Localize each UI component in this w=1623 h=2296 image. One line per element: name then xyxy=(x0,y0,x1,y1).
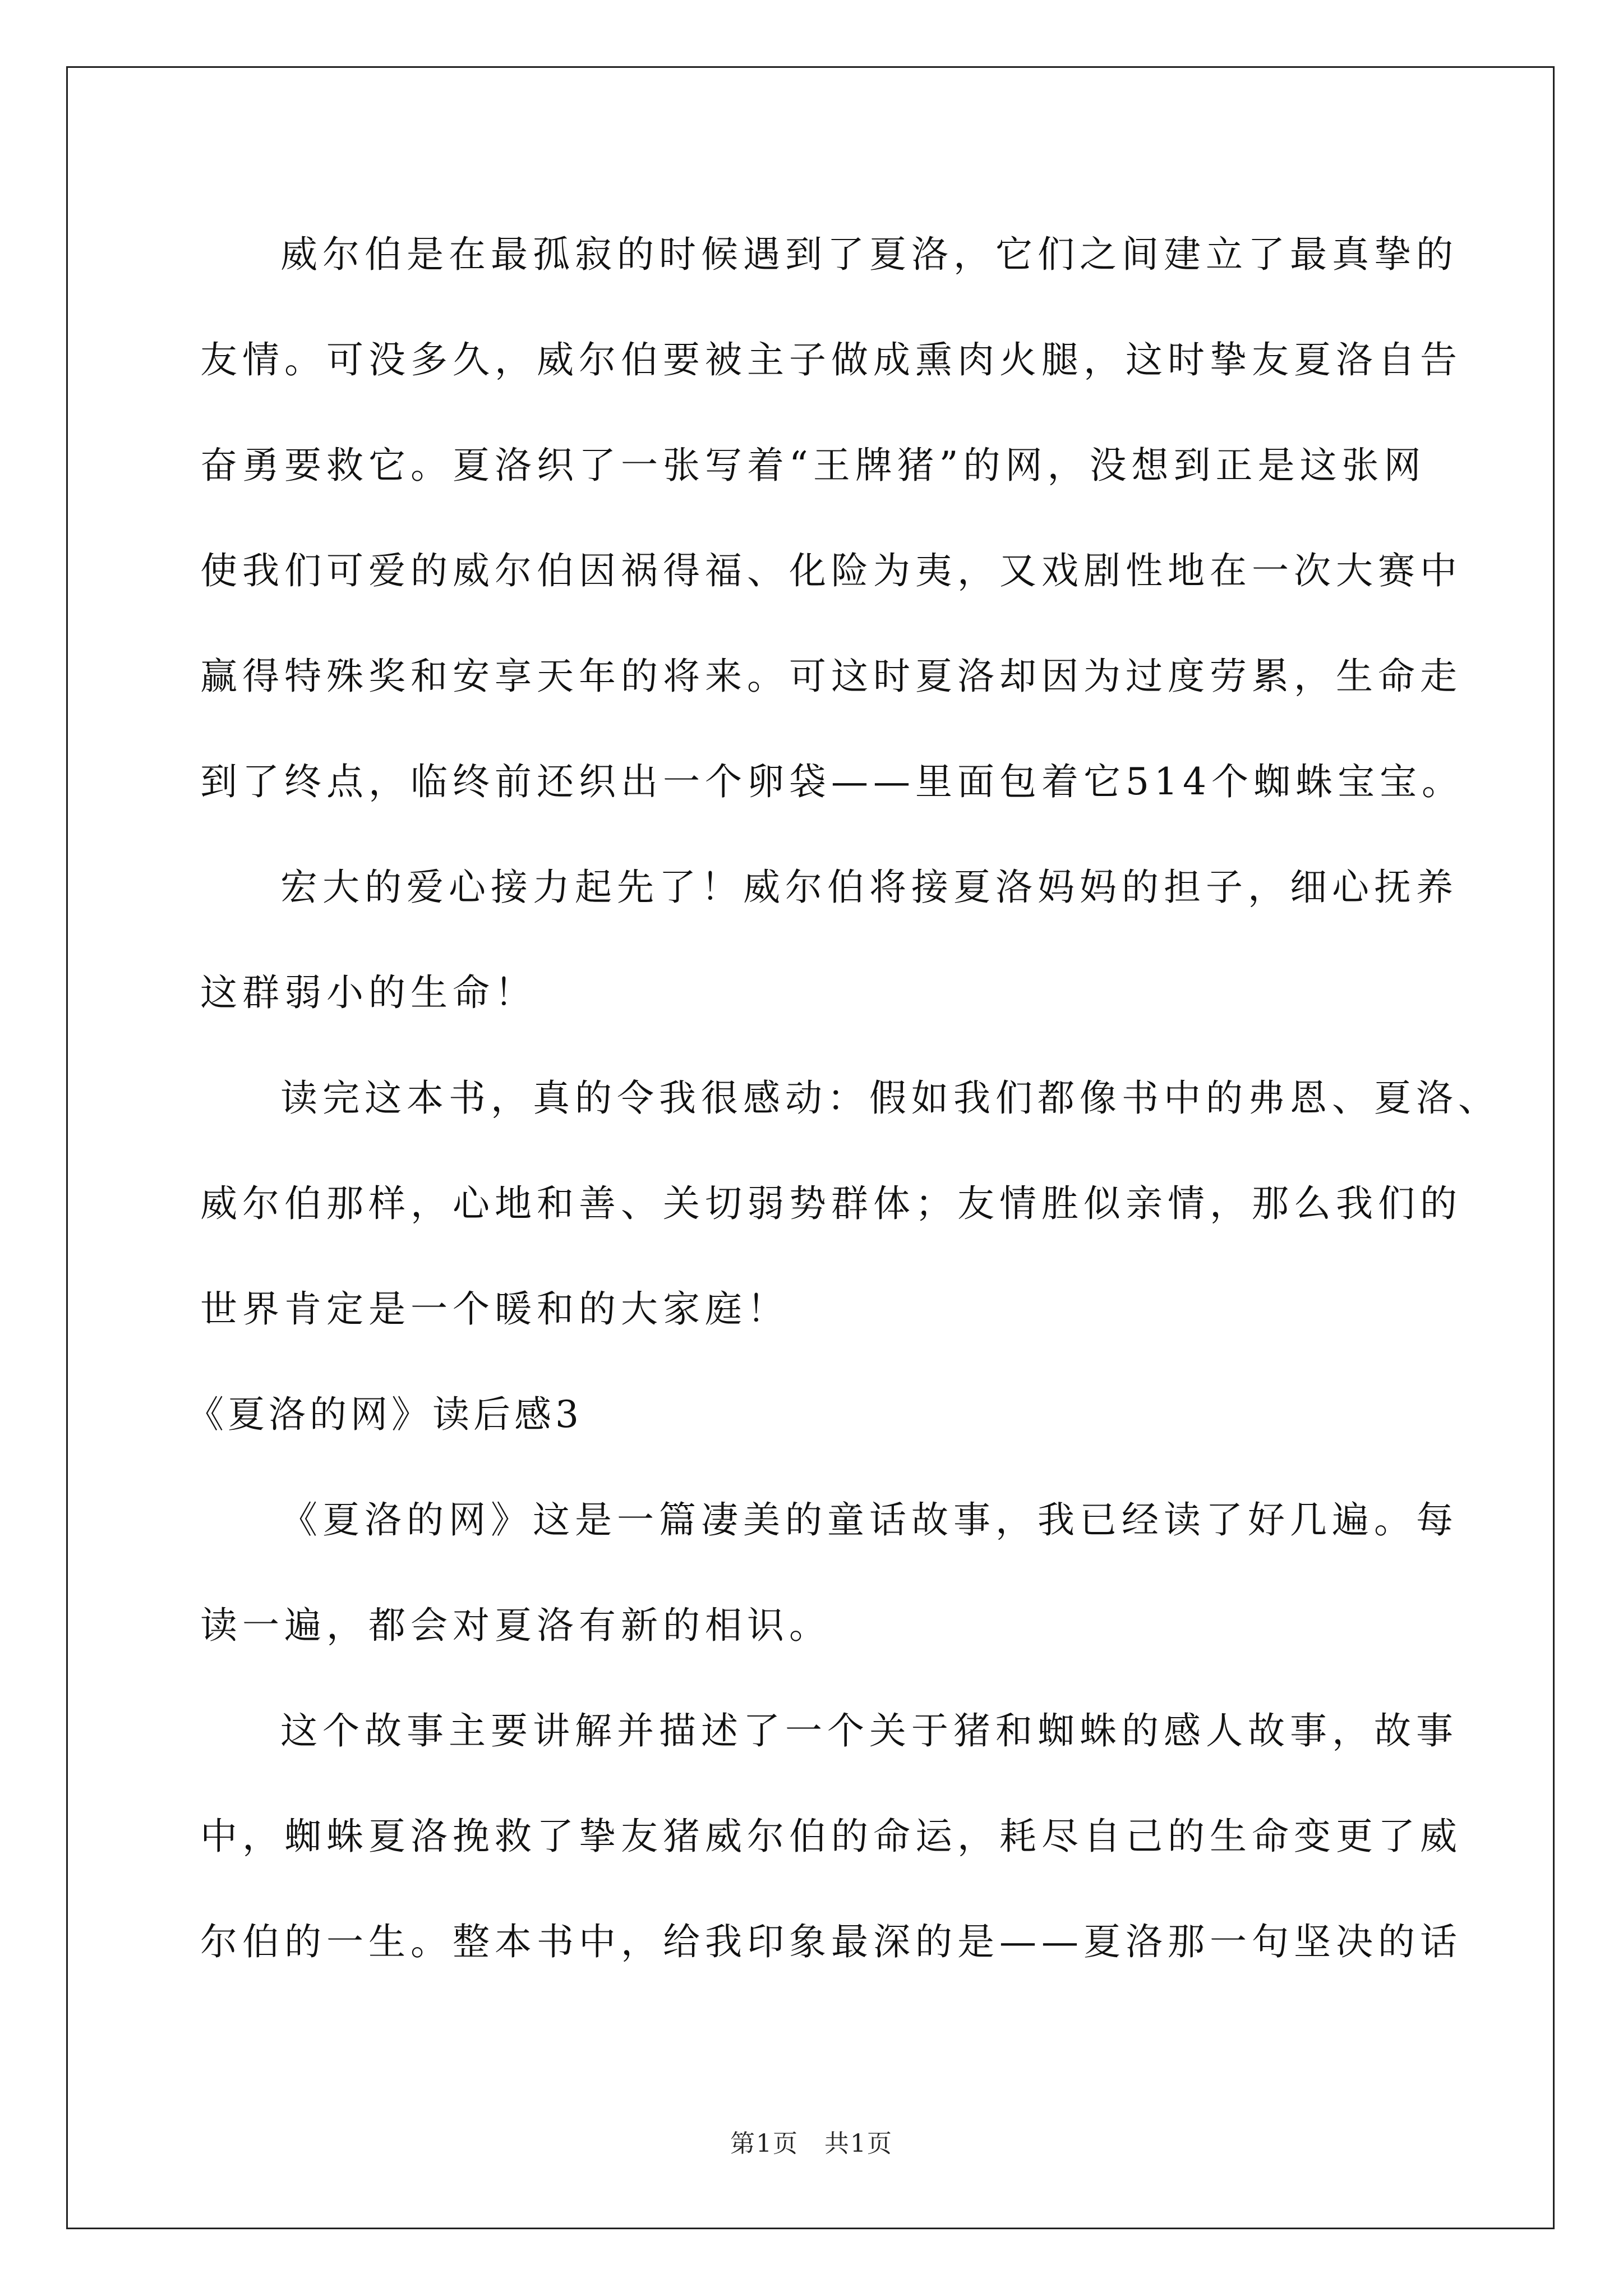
document-body xyxy=(187,202,1500,1995)
section-title: 《夏洛的网》读后感3 xyxy=(187,1393,583,1436)
paragraph xyxy=(200,1046,1500,1362)
text-line: 友情。可没多久，威尔伯要被主子做成熏肉火腿，这时挚友夏洛自告 xyxy=(200,338,1462,381)
text-line: 《夏洛的网》这是一篇凄美的童话故事，我已经读了好几遍。每 xyxy=(280,1498,1458,1542)
text-line: 这个故事主要讲解并描述了一个关于猪和蜘蛛的感人故事，故事 xyxy=(280,1709,1458,1752)
text-line: 这群弱小的生命！ xyxy=(200,971,537,1014)
text-line: 宏大的爱心接力起先了！威尔伯将接夏洛妈妈的担子，细心抚养 xyxy=(280,866,1458,909)
text-line: 世界肯定是一个暖和的大家庭！ xyxy=(200,1287,789,1331)
text-line: 威尔伯是在最孤寂的时候遇到了夏洛，它们之间建立了最真挚的 xyxy=(280,233,1458,276)
text-line: 奋勇要救它。夏洛织了一张写着“王牌猪”的网，没想到正是这张网 xyxy=(200,444,1426,487)
paragraph xyxy=(200,1467,1458,1678)
text-line: 尔伯的一生。整本书中，给我印象最深的是——夏洛那一句坚决的话 xyxy=(200,1920,1462,1963)
paragraph xyxy=(200,1678,1462,1995)
text-line: 威尔伯那样，心地和善、关切弱势群体；友情胜似亲情，那么我们的 xyxy=(200,1182,1462,1225)
page-footer: 第1页 共1页 xyxy=(730,2129,893,2158)
text-line: 读一遍，都会对夏洛有新的相识。 xyxy=(200,1604,831,1647)
paragraph xyxy=(200,202,1464,835)
text-line: 读完这本书，真的令我很感动：假如我们都像书中的弗恩、夏洛、 xyxy=(280,1076,1500,1120)
text-line: 赢得特殊奖和安享天年的将来。可这时夏洛却因为过度劳累，生命走 xyxy=(200,655,1462,698)
text-line: 使我们可爱的威尔伯因祸得福、化险为夷，又戏剧性地在一次大赛中 xyxy=(200,549,1462,592)
text-line: 中，蜘蛛夏洛挽救了挚友猪威尔伯的命运，耗尽自己的生命变更了威 xyxy=(200,1815,1462,1858)
text-line: 到了终点，临终前还织出一个卵袋——里面包着它514个蜘蛛宝宝。 xyxy=(200,760,1464,803)
paragraph xyxy=(200,835,1458,1046)
